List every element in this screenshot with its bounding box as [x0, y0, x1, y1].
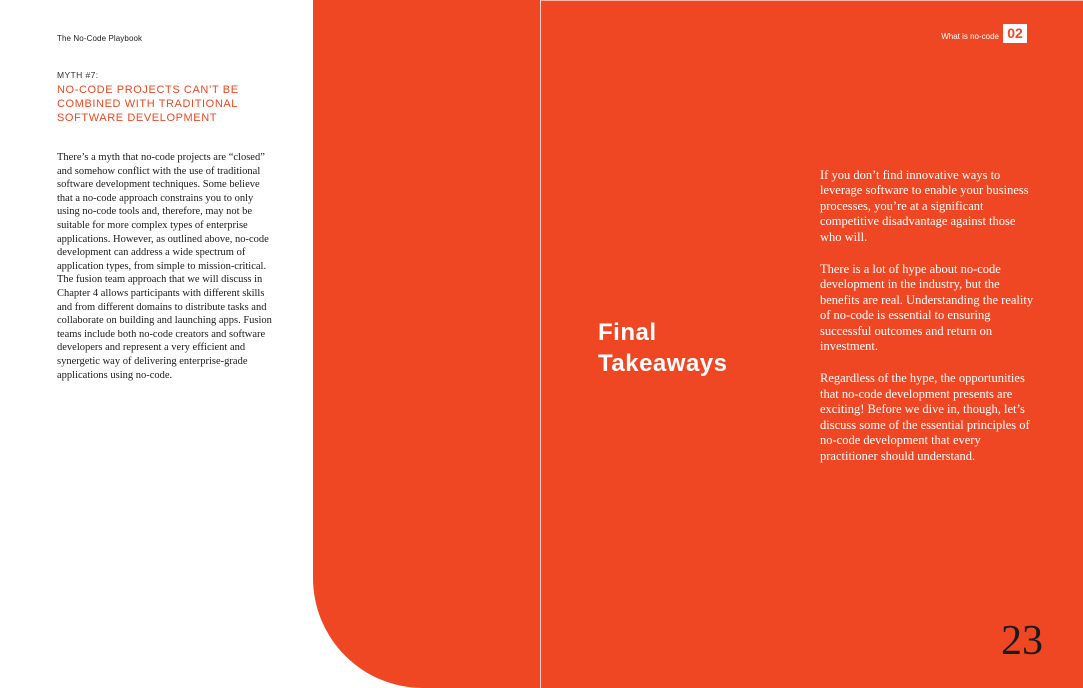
top-border-line — [541, 0, 1083, 1]
takeaways-body — [820, 168, 1040, 481]
chapter-label: What is no-code — [941, 32, 999, 41]
chapter-number-badge: 02 — [1003, 24, 1027, 43]
myth-heading: NO-CODE PROJECTS CAN’T BE COMBINED WITH TRADITIONAL SOFTWARE DEVELOPMENT — [57, 84, 239, 124]
takeaways-paragraph-3: Regardless of the hype, the opportunities that no-code development presents are exciting! Before we dive in, though, let’s discuss some of the essential principles of no-code development that every practitioner should understand. — [820, 371, 1030, 463]
myth-body-text: There’s a myth that no-code projects are “closed” and somehow conflict with the use of traditional software development techniques. Some believe that a no-code approach constrains you to only using no-code tools and, therefore, may not be suitable for more complex types of enterprise applications. However, as outlined above, no-code development can address a wide spectrum of application types, from simple to mission-critical. The fusion team approach that we will discuss in Chapter 4 allows participants with different skills and from different domains to distribute tasks and collaborate on building and launching apps. Fusion teams include both no-code creators and software developers and represent a very efficient and synergetic way of delivering enterprise-grade applications using no-code. — [57, 152, 272, 381]
takeaways-paragraph-1: If you don’t find innovative ways to leverage software to enable your business processes, you’re at a significant competitive disadvantage against those who will. — [820, 168, 1029, 244]
left-page — [0, 0, 313, 688]
myth-label: MYTH #7: — [57, 70, 99, 80]
page-number: 23 — [1001, 618, 1043, 664]
book-title: The No-Code Playbook — [57, 34, 143, 43]
page-fold-divider — [540, 0, 541, 688]
takeaways-paragraph-2: There is a lot of hype about no-code development in the industry, but the benefits are real. Understanding the reality of no-code is essential to ensuring successful outcomes and return on investment. — [820, 262, 1034, 354]
final-takeaways-title: Final Takeaways — [598, 319, 728, 377]
